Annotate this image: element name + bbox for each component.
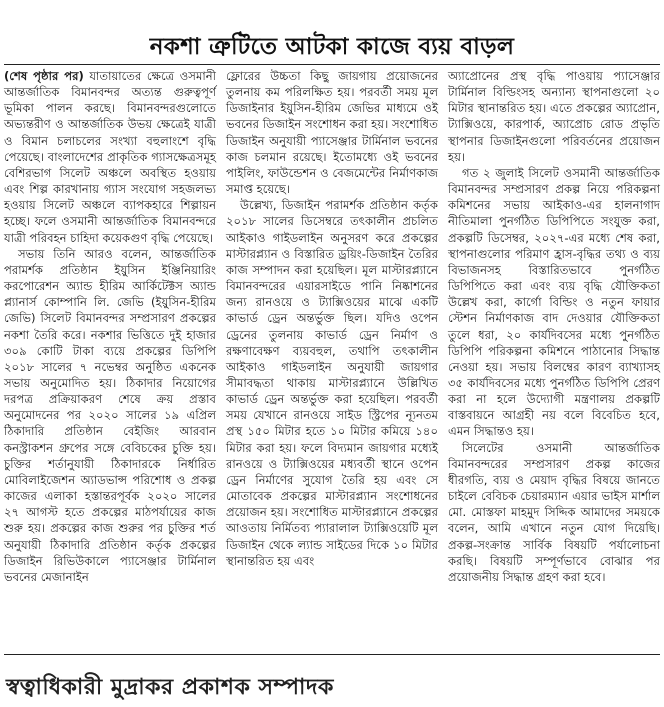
- column-3-paragraph-3: সিলেটের ওসমানী আন্তর্জাতিক বিমানবন্দরের সম্প্রসারণ প্রকল্প কাজের ধীরগতি, ব্যয় ও মেয়াদ বৃদ্ধির বিষয়ে জানতে চাইলে বেবিচক চেয়ারম্যান এয়ার ভাইস মার্শাল মো. মোস্তফা মাহমুদ সিদ্দিক আমাদের সময়কে বলেন, আমি এখানে নতুন যোগ দিয়েছি। প্রকল্প-সংক্রান্ত সার্বিক বিষয়টি পর্যালোচনা করছি। বিষয়টি সম্পূর্ণভাবে বোঝার পর প্রয়োজনীয় সিদ্ধান্ত গ্রহণ করা হবে।: [448, 440, 660, 584]
- footer-text: স্বত্বাধিকারী মুদ্রাকর প্রকাশক সম্পাদক: [6, 674, 334, 700]
- column-3-paragraph-2: গত ২ জুলাই সিলেট ওসমানী আন্তর্জাতিক বিমানবন্দর সম্প্রসারণ প্রকল্প নিয়ে পরিকল্পনা কমিশনের সভায় আইকাও-এর হালনাগাদ নীতিমালা পুনর্গঠিত ডিপিপিতে সংযুক্ত করা, প্রকল্পটি ডিসেম্বর, ২০২৭-এর মধ্যে শেষ করা, স্থাপনাগুলোর পরিমাণ হ্রাস-বৃদ্ধির তথ্য ও ব্যয় বিভাজনসহ বিস্তারিতভাবে পুনর্গঠিত ডিপিপিতে করা এবং ব্যয় বৃদ্ধি যৌক্তিকতা উল্লেখ করা, কার্গো বিল্ডিং ও নতুন ফায়ার স্টেশন নির্মাণকাজ বাদ দেওয়ার যৌক্তিকতা তুলে ধরা, ২০ কার্যদিবসের মধ্যে পুনর্গঠিত ডিপিপি পরিকল্পনা কমিশনে পাঠানোর সিদ্ধান্ত নেওয়া হয়। সভায় বিলম্বের কারণ ব্যাখ্যাসহ ৩৫ কার্যদিবসের মধ্যে পুনর্গঠিত ডিপিপি প্রেরণ করা না হলে উদ্যোগী মন্ত্রণালয় প্রকল্পটি বাস্তবায়নে আগ্রহী নয় বলে বিবেচিত হবে, এমন সিদ্ধান্তও হয়।: [448, 165, 660, 439]
- column-1-paragraph-1-text: যাতায়াতের ক্ষেত্রে ওসমানী আন্তর্জাতিক বিমানবন্দর অত্যন্ত গুরুত্বপূর্ণ ভূমিকা পালন করছে। বিমানবন্দরগুলোতে অভ্যন্তরীণ ও আন্তর্জাতিক উভয় ক্ষেত্রেই যাত্রী ও বিমান চলাচলের সংখ্যা বহুলাংশে বৃদ্ধি পেয়েছে। বাংলাদেশের প্রাকৃতিক গ্যাসক্ষেত্রসমূহ বেশিরভাগ সিলেট অঞ্চলে অবস্থিত হওয়ায় এবং শিল্প কারখানায় গ্যাস সংযোগ সহজলভ্য হওয়ায় সিলেট অঞ্চলে ব্যাপকহারে শিল্পায়ন হচ্ছে। ফলে ওসমানী আন্তর্জাতিক বিমানবন্দরে যাত্রী পরিবহন চাহিদা কয়েকগুণ বৃদ্ধি পেয়েছে।: [4, 69, 216, 245]
- article-column-3: [448, 68, 660, 650]
- column-1-paragraph-1: [4, 68, 216, 246]
- column-2-paragraph-1: ফ্লোরের উচ্চতা কিছু জায়গায় প্রয়োজনের তুলনায় কম পরিলক্ষিত হয়। পরবর্তী সময় মূল ডিজাইনার ইয়ুসিন-হীরিম জেভির মাধ্যমে ওই ভবনের ডিজাইন সংশোধন করা হয়। সংশোধিত ডিজাইন অনুযায়ী প্যাসেঞ্জার টার্মিনাল ভবনের কাজ চলমান রয়েছে। ইতোমধ্যে ওই ভবনের পাইলিং, ফাউন্ডেশন ও বেজমেন্টের নির্মাণকাজ সমাপ্ত হয়েছে।: [226, 69, 438, 197]
- article-column-1: [4, 68, 216, 650]
- article-column-2: [226, 68, 438, 650]
- continuation-label: (শেষ পৃষ্ঠার পর): [4, 69, 84, 83]
- footer-band: [0, 660, 664, 700]
- column-2-paragraph-2: উল্লেখ্য, ডিজাইন পরামর্শক প্রতিষ্ঠান কর্তৃক ২০১৮ সালের ডিসেম্বরে তৎকালীন প্রচলিত আইকাও গাইডলাইন অনুসরণ করে প্রকল্পের মাস্টারপ্ল্যান ও বিস্তারিত ড্রয়িং-ডিজাইন তৈরির কাজ সম্পাদন করা হয়েছিল। মূল মাস্টারপ্ল্যানে বিমানবন্দরের এয়ারসাইডে পানি নিষ্কাশনের জন্য রানওয়ে ও ট্যাক্সিওয়ের মাঝে একটি কাভার্ড ড্রেন অন্তর্ভুক্ত ছিল। যদিও ওপেন ড্রেনের তুলনায় কাভার্ড ড্রেন নির্মাণ ও রক্ষণাবেক্ষণ ব্যয়বহুল, তথাপি তৎকালীন আইকাও গাইডলাইন অনুযায়ী জায়গার সীমাবদ্ধতা থাকায় মাস্টারপ্ল্যানে উল্লিখিত কাভার্ড ড্রেন অন্তর্ভুক্ত করা হয়েছিল। পরবর্তী সময় যেখানে রানওয়ে সাইড স্ট্রিপের ন্যূনতম প্রস্থ ১৫০ মিটার হতে ১০ মিটার কমিয়ে ১৪০ মিটার করা হয়। ফলে বিদ্যমান জায়গার মধ্যেই রানওয়ে ও ট্যাক্সিওয়ের মধ্যবর্তী স্থানে ওপেন ড্রেন নির্মাণের সুযোগ তৈরি হয় এবং সে মোতাবেক প্রকল্পের মাস্টারপ্ল্যান সংশোধনের প্রয়োজন হয়। সংশোধিত মাস্টারপ্ল্যানে প্রকল্পের আওতায় নির্মিতব্য প্যারালাল ট্যাক্সিওয়েটি মূল ডিজাইন থেকে ল্যান্ড সাইডের দিকে ১০ মিটার স্থানান্তরিত হয় এবং: [226, 198, 438, 568]
- article-headline: নকশা ত্রুটিতে আটকা কাজে ব্যয় বাড়ল: [149, 33, 515, 60]
- footer-divider: [4, 654, 660, 655]
- article-body: [4, 68, 660, 650]
- headline-divider: [4, 64, 660, 65]
- column-3-paragraph-1: অ্যাপ্রোনের প্রস্থ বৃদ্ধি পাওয়ায় প্যাসেঞ্জার টার্মিনাল বিল্ডিংসহ অন্যান্য স্থাপনাগুলো ২০ মিটার স্থানান্তরিত হয়। এতে প্রকল্পের অ্যাপ্রোন, ট্যাক্সিওয়ে, কারপার্ক, অ্যাপ্রোচ রোড প্রভৃতি স্থাপনার ডিজাইনগুলো পরিবর্তনের প্রয়োজন হয়।: [448, 69, 660, 164]
- column-1-paragraph-2: সভায় তিনি আরও বলেন, আন্তর্জাতিক পরামর্শক প্রতিষ্ঠান ইয়ুসিন ইঞ্জিনিয়ারিং করপোরেশন অ্যান্ড হীরিম আর্কিটেক্টস অ্যান্ড প্ল্যানার্স কোম্পানি লি. জেভি (ইয়ুসিন-হীরিম জেভি) সিলেট বিমানবন্দর সম্প্রসারণ প্রকল্পের নকশা তৈরি করে। নকশার ভিত্তিতে দুই হাজার ৩০৯ কোটি টাকা ব্যয়ে প্রকল্পের ডিপিপি ২০১৮ সালের ৭ নভেম্বর অনুষ্ঠিত একনেক সভায় অনুমোদিত হয়। ঠিকাদার নিয়োগের দরপত্র প্রক্রিয়াকরণ শেষে ক্রয় প্রস্তাব অনুমোদনের পর ২০২০ সালের ১৯ এপ্রিল ঠিকাদারি প্রতিষ্ঠান বেইজিং আরবান কনস্ট্রাকশন গ্রুপের সঙ্গে বেবিচকের চুক্তি হয়। চুক্তির শর্তানুযায়ী ঠিকাদারকে নির্ধারিত মোবিলাইজেশন অ্যাডভান্স পরিশোধ ও প্রকল্প কাজের এলাকা হস্তান্তরপূর্বক ২০২০ সালের ২৭ আগস্ট হতে প্রকল্পের মাঠপর্যায়ের কাজ শুরু হয়। প্রকল্পের কাজ শুরুর পর চুক্তির শর্ত অনুযায়ী ঠিকাদারি প্রতিষ্ঠান কর্তৃক প্রকল্পের ডিজাইন রিভিউকালে প্যাসেঞ্জার টার্মিনাল ভবনের মেজানাইন: [4, 246, 216, 584]
